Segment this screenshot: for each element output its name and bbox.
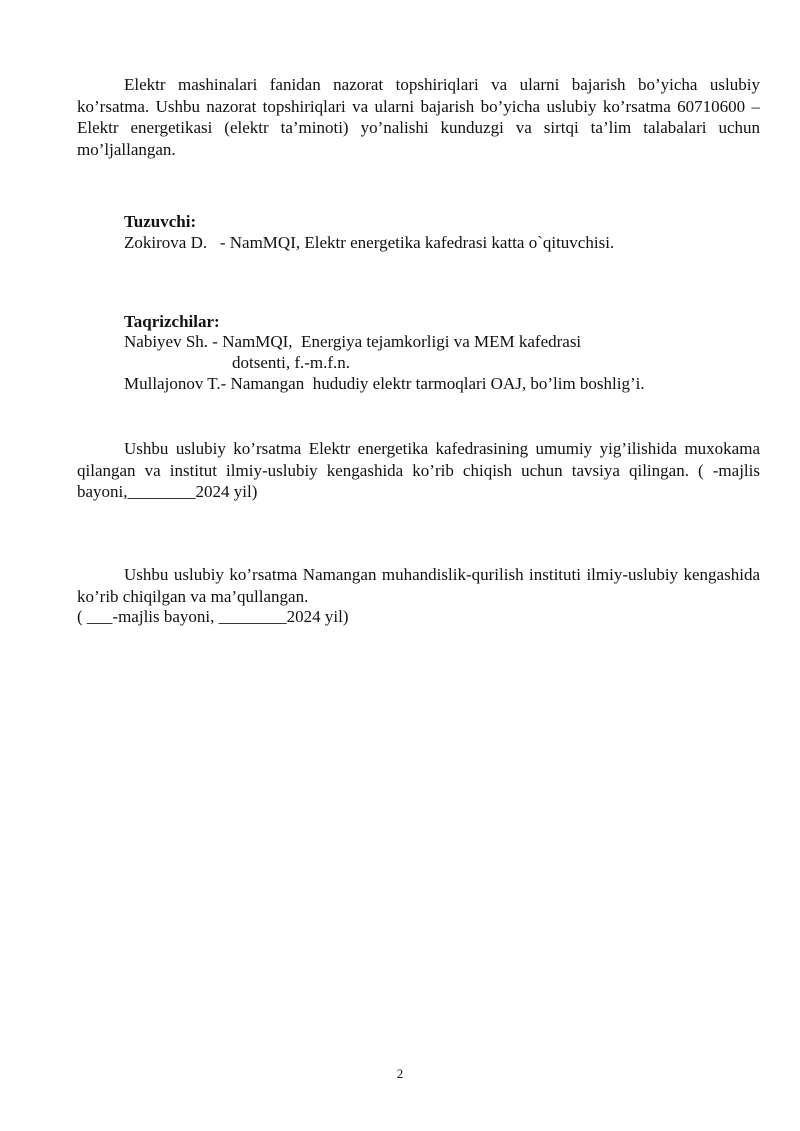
reviewer-2-line: Mullajonov T.- Namangan hududiy elektr tarmoqlari OAJ, bo’lim boshlig’i. (124, 374, 645, 393)
approval-paragraph-1: Ushbu uslubiy ko’rsatma Elektr energetika kafedrasining umumiy yig’ilishida muxokama qilangan va institut ilmiy-uslubiy kengashida ko’rib chiqish uchun tavsiya qilingan. ( -majlis bayoni,________2024 yil) (77, 439, 760, 501)
reviewers-heading: Taqrizchilar: (124, 312, 220, 331)
author-line: Zokirova D. - NamMQI, Elektr energetika kafedrasi katta o`qituvchisi. (124, 233, 615, 252)
intro-paragraph: Elektr mashinalari fanidan nazorat topshiriqlari va ularni bajarish bo’yicha uslubiy ko’rsatma. Ushbu nazorat topshiriqlari va ularni bajarish bo’yicha uslubiy ko’rsatma 60710600 –Elektr energetikasi (elektr ta’minoti) yo’nalishi kunduzgi va sirtqi ta’lim talabalari uchun mo’ljallangan. (77, 75, 760, 159)
reviewer-1-continuation: dotsenti, f.-m.f.n. (232, 353, 351, 372)
page-number: 2 (396, 1066, 404, 1081)
reviewer-1-line: Nabiyev Sh. - NamMQI, Energiya tejamkorligi va MEM kafedrasi (124, 332, 582, 351)
approval-paragraph-2: Ushbu uslubiy ko’rsatma Namangan muhandislik-qurilish instituti ilmiy-uslubiy kengashida ko’rib chiqilgan va ma’qullangan. (77, 565, 760, 606)
approval-protocol-line: ( ___-majlis bayoni, ________2024 yil) (77, 607, 349, 626)
author-heading: Tuzuvchi: (124, 212, 197, 231)
